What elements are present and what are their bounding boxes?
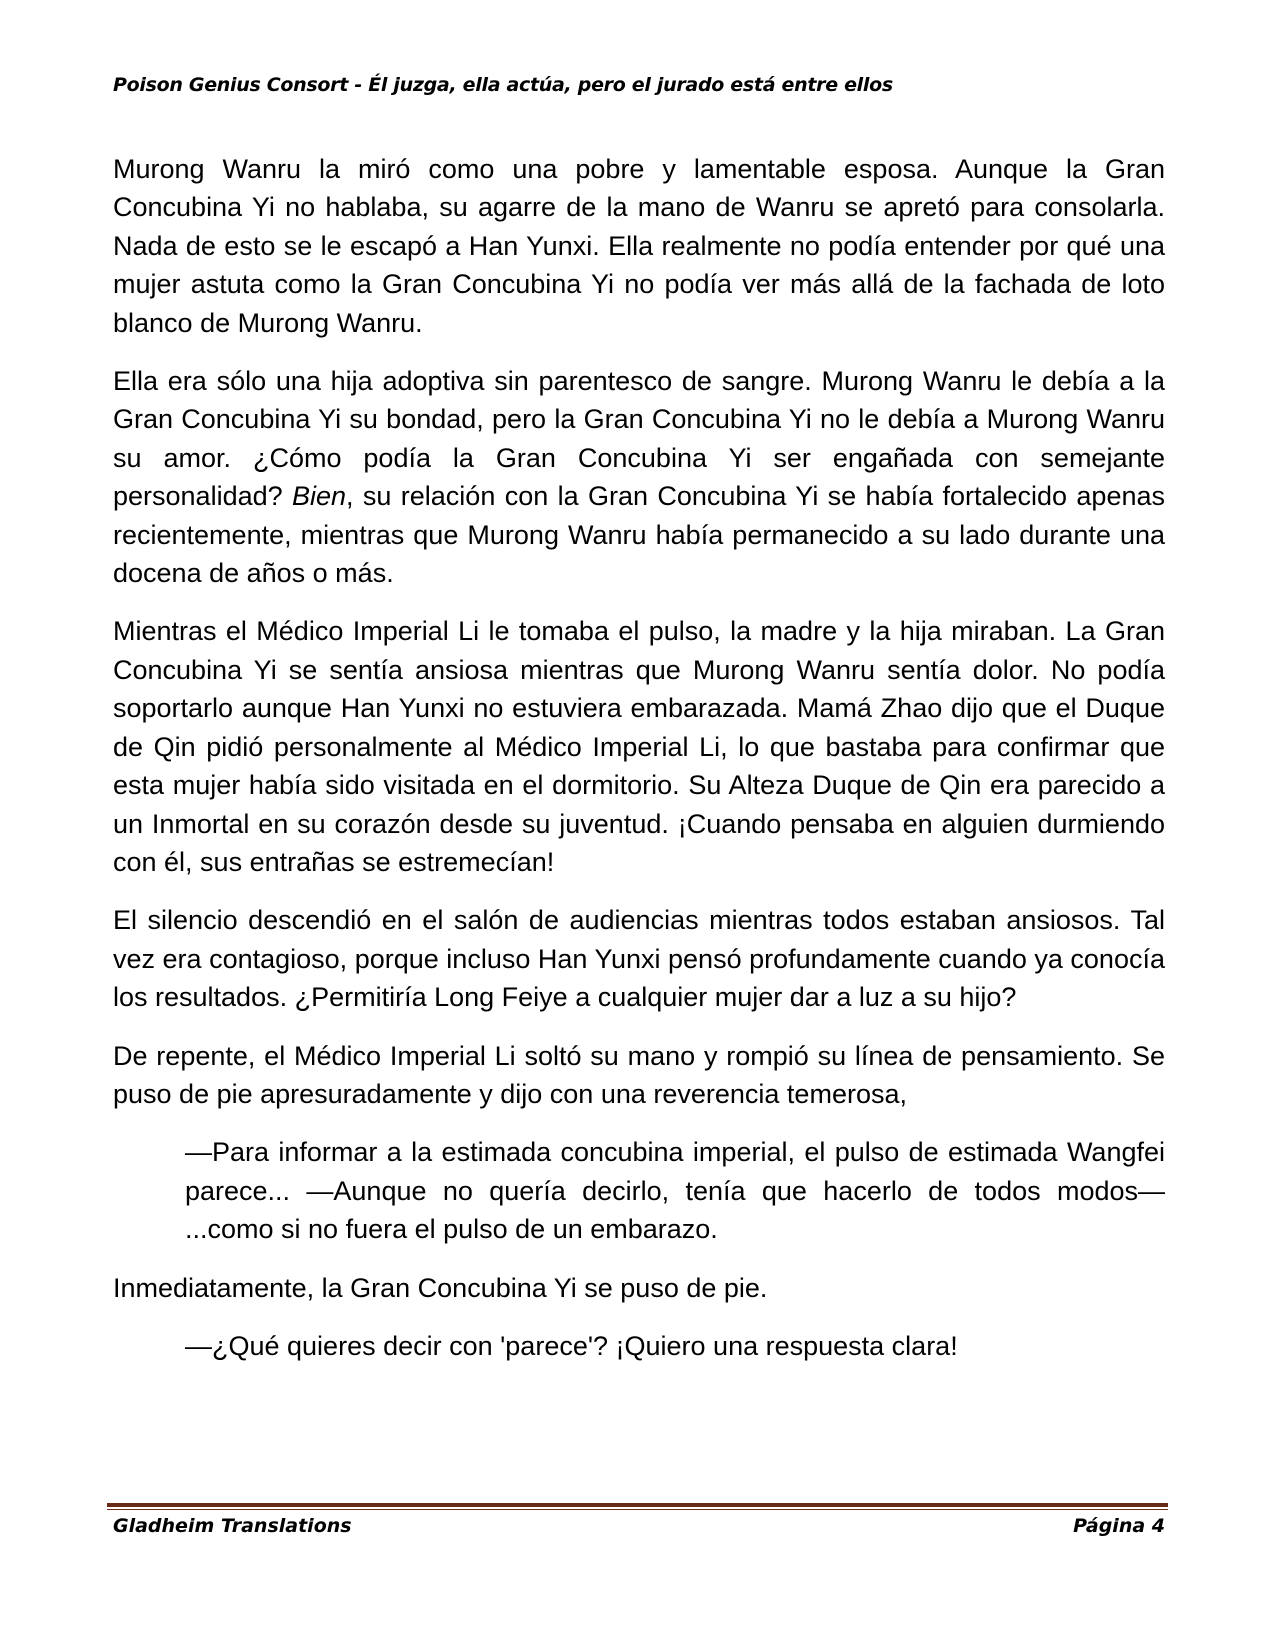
paragraph-2-emphasis: Bien <box>292 481 347 512</box>
paragraph-5: De repente, el Médico Imperial Li soltó su mano y rompió su línea de pensamiento. Se puso de pie apresuradamente y dijo con una reverencia temerosa, <box>113 1040 1165 1109</box>
running-footer <box>113 1515 1165 1537</box>
page-number: Página 4 <box>1073 1515 1165 1537</box>
paragraph-3: Mientras el Médico Imperial Li le tomaba el pulso, la madre y la hija miraban. La Gran Concubina Yi se sentía ansiosa mientras que Murong Wanru sentía dolor. No podía soportarlo aunque Han Yunxi no estuviera embarazada. Mamá Zhao dijo que el Duque de Qin pidió personalmente al Médico Imperial Li, lo que bastaba para confirmar que esta mujer había sido visitada en el dormitorio. Su Alteza Duque de Qin era parecido a un Inmortal en su corazón desde su juventud. ¡Cuando pensaba en alguien durmiendo con él, sus entrañas se estremecían! <box>113 616 1165 877</box>
paragraph-4: El silencio descendió en el salón de audiencias mientras todos estaban ansiosos. Tal vez era contagioso, porque incluso Han Yunxi pensó profundamente cuando ya conocía los resultados. ¿Permitiría Long Feiye a cualquier mujer dar a luz a su hijo? <box>113 905 1165 1013</box>
chapter-body <box>113 150 1165 1385</box>
dialogue-1: —Para informar a la estimada concubina imperial, el pulso de estimada Wangfei parece... —Aunque no quería decirlo, tenía que hacerlo de todos modos— ...como si no fuera el pulso de un embarazo. <box>185 1137 1165 1245</box>
paragraph-1: Murong Wanru la miró como una pobre y lamentable esposa. Aunque la Gran Concubina Yi no hablaba, su agarre de la mano de Wanru se apretó para consolarla. Nada de esto se le escapó a Han Yunxi. Ella realmente no podía entender por qué una mujer astuta como la Gran Concubina Yi no podía ver más allá de la fachada de loto blanco de Murong Wanru. <box>113 154 1165 338</box>
paragraph-2-part-b: , su relación con la Gran Concubina Yi se había fortalecido apenas recientemente, mientras que Murong Wanru había permanecido a su lado durante una docena de años o más. <box>113 481 1165 589</box>
paragraph-2-part-a: Ella era sólo una hija adoptiva sin parentesco de sangre. Murong Wanru le debía a la Gran Concubina Yi su bondad, pero la Gran Concubina Yi no le debía a Murong Wanru su amor. ¿Cómo podía la Gran Concubina Yi ser engañada con semejante personalidad? <box>113 366 1165 512</box>
paragraph-7: Inmediatamente, la Gran Concubina Yi se puso de pie. <box>113 1272 768 1303</box>
footer-divider <box>107 1503 1168 1510</box>
footer-publisher: Gladheim Translations <box>113 1515 352 1537</box>
paragraph-2 <box>113 362 1165 592</box>
running-header: Poison Genius Consort - Él juzga, ella actúa, pero el jurado está entre ellos <box>113 74 893 96</box>
dialogue-2: —¿Qué quieres decir con 'parece'? ¡Quiero una respuesta clara! <box>185 1330 958 1361</box>
